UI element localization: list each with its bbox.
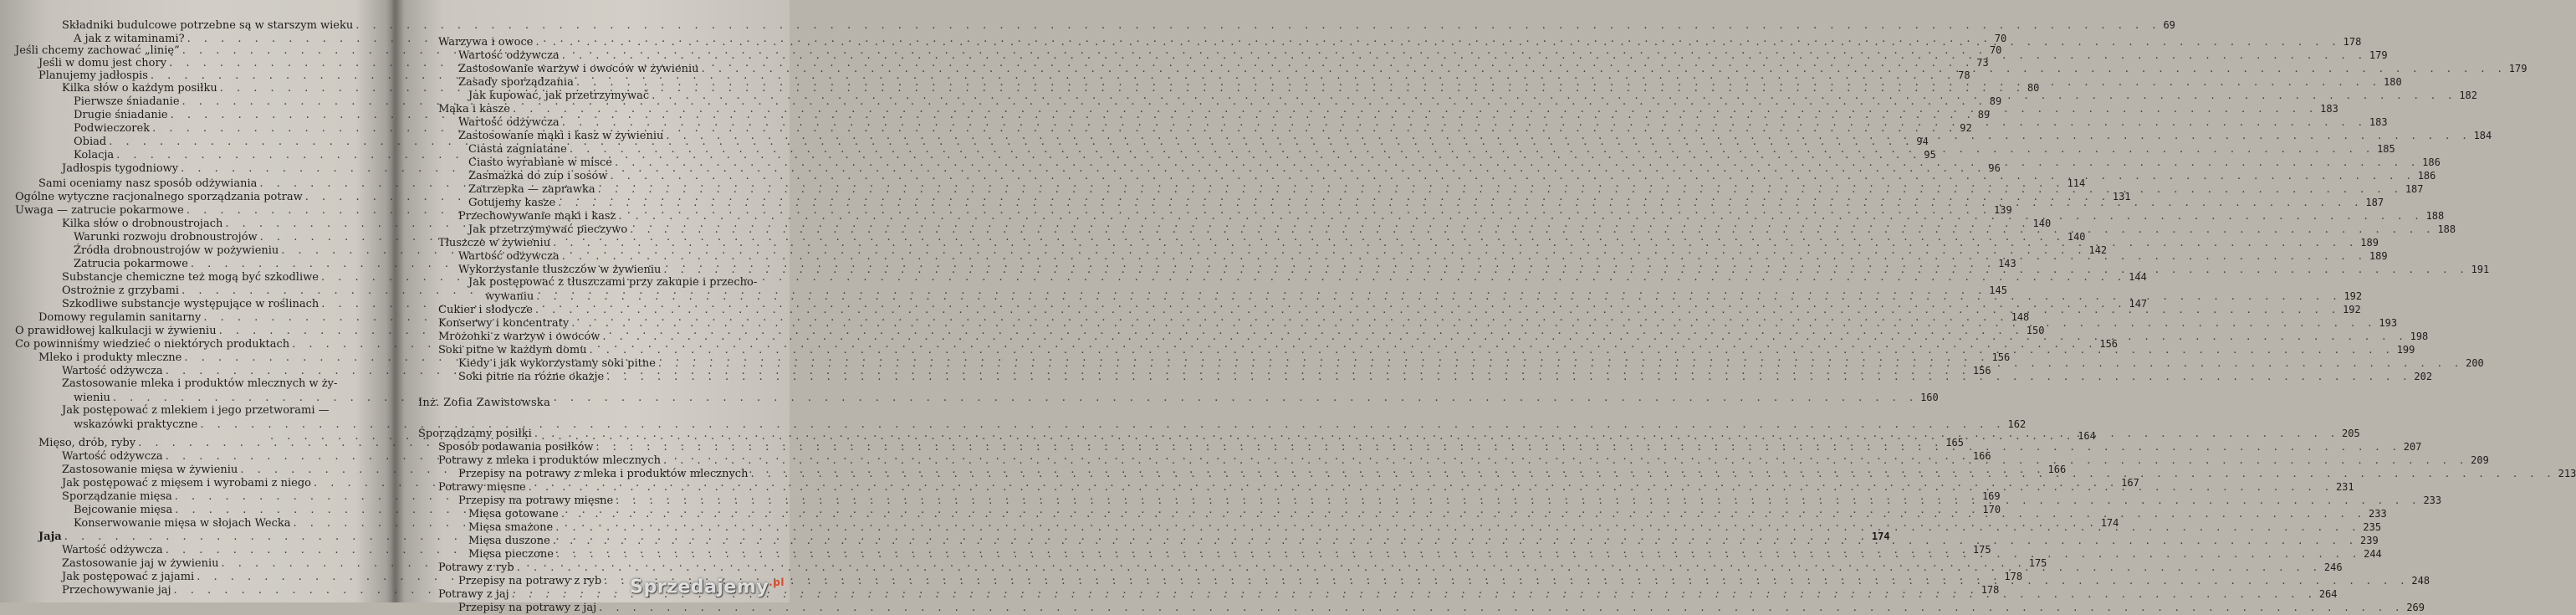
toc-entry: Wartość odżywcza . . . 166	[62, 449, 373, 464]
toc-entry: Ogólne wytyczne racjonalnego sporządzania potraw . . . 131	[15, 190, 373, 204]
toc-entry: A jak z witaminami? . . . 70	[74, 32, 373, 46]
toc-entry: wieniu . . . 160	[74, 391, 373, 405]
toc-entry: Mięsa duszone . . . 239	[468, 534, 761, 548]
toc-entry: Mięsa smażone . . . 235	[468, 520, 761, 535]
toc-entry: Przepisy na potrawy mięsne . . . 233	[458, 494, 761, 508]
toc-entry: Szkodliwe substancje występujące w roślinach . . . 147	[62, 297, 373, 311]
toc-entry: Zasmażka do zup i sosów . . . 186	[468, 169, 761, 183]
toc-entry: . . . 164	[268, 429, 373, 443]
toc-entry: Mięsa gotowane . . . 233	[468, 507, 761, 521]
toc-entry: Potrawy z jaj . . . 264	[438, 587, 761, 602]
toc-entry: Zatrucia pokarmowe . . . 143	[74, 257, 373, 271]
toc-entry: Podwieczorek . . . 92	[74, 121, 373, 136]
toc-entry: Wartość odżywcza . . . 183	[458, 115, 761, 130]
toc-entry: Kolacja . . . 95	[74, 148, 373, 162]
toc-entry-text: Jak postępować z mlekiem i jego przetworami —	[62, 404, 330, 417]
toc-entry: Sporządzanie mięsa . . . 169	[62, 489, 373, 504]
toc-entry: Wartość odżywcza . . . 179	[458, 49, 761, 63]
toc-entry: Przepisy na potrawy z ryb . . . 248	[458, 574, 761, 588]
toc-entry: Ciasto wyrabiane w misce . . . 186	[468, 156, 761, 170]
toc-entry: Źródła drobnoustrojów w pożywieniu . . . 142	[74, 243, 373, 258]
toc-entry: Jadłospis tygodniowy . . . 96	[62, 161, 373, 176]
toc-entry-text: Jak postępować z tłuszczami przy zakupie i przecho-	[468, 276, 758, 289]
toc-entry: Obiad . . . 94	[74, 135, 373, 149]
toc-entry: Jak postępować z mięsem i wyrobami z niego . . . 167	[62, 476, 373, 490]
toc-entry: Substancje chemiczne też mogą być szkodliwe . . . 144	[62, 270, 373, 284]
toc-entry: Potrawy z mleka i produktów mlecznych . . . 209	[438, 454, 761, 468]
toc-entry: Kilka słów o drobnoustrojach . . . 140	[62, 217, 373, 231]
toc-entry: Zastosowanie mięsa w żywieniu . . . 166	[62, 463, 373, 477]
toc-entry: Jak postępować z jajami . . . 178	[62, 570, 373, 584]
toc-entry: Przepisy na potrawy z mleka i produktów mlecznych . . . 213	[458, 467, 761, 481]
toc-entry: Bejcowanie mięsa . . . 170	[74, 503, 373, 517]
toc-entry: Potrawy z ryb . . . 246	[438, 561, 761, 575]
toc-entry: Planujemy jadłospis . . . 78	[38, 69, 373, 83]
toc-entry: Mięsa pieczone . . . 244	[468, 547, 761, 561]
toc-entry: Potrawy mięsne . . . 231	[438, 480, 761, 495]
toc-entry: Jaja . . . 174	[38, 530, 373, 544]
toc-entry: Kiedy i jak wykorzystamy soki pitne . . . 200	[458, 356, 761, 371]
toc-entry: Uwaga — zatrucie pokarmowe . . . 139	[15, 203, 373, 218]
toc-entry: Co powinniśmy wiedzieć o niektórych produktach . . . 156	[15, 337, 373, 351]
toc-entry: wywaniu . . . 192	[485, 290, 761, 304]
toc-entry: Sporządzamy posiłki . . . 205	[418, 427, 761, 441]
toc-entry-text: Zastosowanie mleka i produktów mlecznych w ży-	[62, 377, 338, 390]
toc-entry: Tłuszcze w żywieniu . . . 189	[438, 236, 761, 250]
toc-entry: Gotujemy kasze . . . 187	[468, 196, 761, 210]
toc-entry: Jeśli chcemy zachować „linię” . . . 70	[15, 44, 373, 58]
toc-entry: Soki pitne w każdym domu . . . 199	[438, 343, 761, 357]
toc-entry: Mięso, drób, ryby . . . 165	[38, 436, 373, 450]
toc-entry: Sposób podawania posiłków . . . 207	[438, 440, 761, 454]
toc-entry: Mrożonki z warzyw i owoców . . . 198	[438, 330, 761, 344]
toc-entry: Kilka słów o każdym posiłku . . . 80	[62, 81, 373, 95]
toc-entry: Przechowywanie mąki i kasz . . . 188	[458, 209, 761, 223]
toc-entry: Warzywa i owoce . . . 178	[438, 35, 761, 49]
author-name: Inż. Zofia Zawistowska	[418, 397, 551, 409]
toc-entry: Drugie śniadanie . . . 89	[74, 108, 373, 122]
toc-entry: Składniki budulcowe potrzebne są w starszym wieku . . . 69	[62, 18, 373, 33]
toc-entry: Cukier i słodycze . . . 192	[438, 303, 761, 317]
toc-entry: Przechowywanie jaj . . . 178	[62, 583, 373, 597]
toc-entry: wskazówki praktyczne . . . 162	[74, 418, 373, 432]
toc-entry: Domowy regulamin sanitarny . . . 148	[38, 310, 373, 325]
toc-entry: O prawidłowej kalkulacji w żywieniu . . . 150	[15, 324, 373, 338]
toc-entry: Zastosowanie warzyw i owoców w żywieniu . . . 179	[458, 62, 761, 76]
toc-entry: Soki pitne na różne okazje . . . 202	[458, 370, 761, 384]
toc-entry: Ciasta zagniatane . . . 185	[468, 142, 761, 156]
toc-entry: Mąka i kasze . . . 183	[438, 102, 761, 116]
toc-entry: Wykorzystanie tłuszczów w żywieniu . . . 191	[458, 263, 761, 277]
toc-entry: Pierwsze śniadanie . . . 89	[74, 95, 373, 109]
toc-entry: Zatrzepka — zaprawka . . . 187	[468, 182, 761, 197]
toc-entry: Jeśli w domu jest chory . . . 73	[38, 56, 373, 70]
toc-entry: Jak przetrzymywać pieczywo . . . 188	[468, 223, 761, 237]
toc-entry: Ostrożnie z grzybami . . . 145	[62, 284, 373, 298]
toc-entry: Konserwy i koncentraty . . . 193	[438, 316, 761, 331]
toc-entry: Warunki rozwoju drobnoustrojów . . . 140	[74, 230, 373, 244]
watermark-logo: Sprzedajemy$^{.pl}$	[630, 576, 785, 597]
toc-entry: Zasady sporządzania . . . 180	[458, 75, 761, 90]
toc-entry: Zastosowanie jaj w żywieniu . . . 175	[62, 556, 373, 571]
toc-entry: Konserwowanie mięsa w słojach Wecka . . . 174	[74, 516, 373, 530]
toc-entry: Wartość odżywcza . . . 156	[62, 364, 373, 378]
toc-entry: Sami oceniamy nasz sposób odżywiania . . . 114	[38, 177, 373, 191]
toc-entry: Przepisy na potrawy z jaj . . . 269	[458, 601, 761, 615]
toc-entry: Jak kupować, jak przetrzymywać . . . 182	[468, 89, 761, 103]
toc-entry: Wartość odżywcza . . . 175	[62, 543, 373, 557]
toc-entry: Wartość odżywcza . . . 189	[458, 249, 761, 264]
toc-entry: Zastosowanie mąki i kasz w żywieniu . . . 184	[458, 129, 761, 143]
toc-entry: Mleko i produkty mleczne . . . 156	[38, 351, 373, 365]
